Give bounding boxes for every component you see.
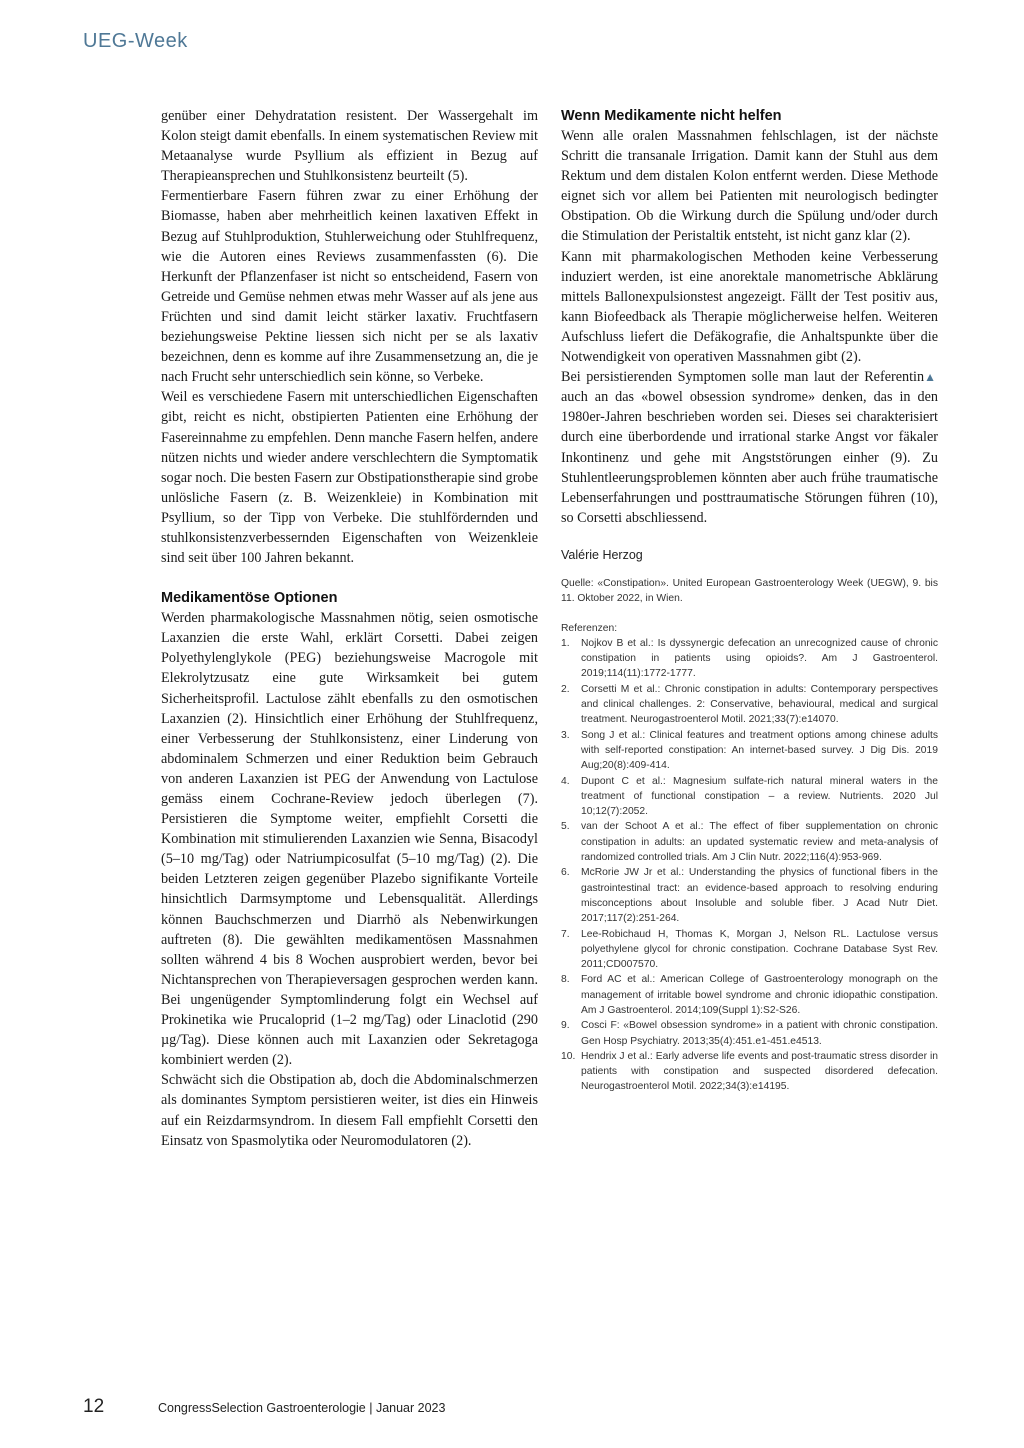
reference-number: 3. [561,729,570,741]
reference-text: Corsetti M et al.: Chronic constipation in adults: Contemporary perspectives and clinical challenges. 2: Conservative, behavioural, medical and surgical treatment. Neurogastroenterol Motil. 2021;33(7):e14070. [581,683,938,726]
paragraph: Kann mit pharmakologischen Methoden keine Verbesserung induziert werden, ist eine anorektale manometrische Abklärung mittels Ballonexpulsionstest angezeigt. Fällt der Test positiv aus, kann Biofeedback als Therapie möglicherweise helfen. Weiteren Aufschluss liefert die Defäkografie, die Anhaltspunkte über die Notwendigkeit von operativen Massnahmen gibt (2). [561,248,938,366]
reference-text: Ford AC et al.: American College of Gastroenterology monograph on the management of irritable bowel syndrome and chronic idiopathic constipation. Am J Gastroenterol. 2014;109(Suppl 1):S2-S26. [581,974,938,1016]
reference-item [561,865,938,926]
running-head: UEG-Week [83,30,188,52]
reference-number: 5. [561,821,570,833]
right-column [561,106,938,1095]
reference-number: 4. [561,775,570,787]
reference-number: 1. [561,637,570,649]
reference-text: van der Schoot A et al.: The effect of fiber supplementation on chronic constipation in adults: an updated systematic review and meta-analysis of randomized controlled trials. Am J Clin Nutr. 2022;116(4):953-969. [581,821,938,864]
reference-number: 7. [561,928,570,940]
reference-text: Hendrix J et al.: Early adverse life events and post-traumatic stress disorder in patients with constipation and suspected disordered defecation. Neurogastroenterol Motil. 2022;34(3):e14195. [581,1050,938,1093]
reference-text: Song J et al.: Clinical features and treatment options among chinese adults with self-reported constipation: An internet-based survey. J Dig Dis. 2019 Aug;20(8):409-414. [581,729,938,772]
page-number: 12 [83,1396,105,1417]
paragraph [561,367,938,528]
reference-number: 10. [561,1050,576,1062]
references-title: Referenzen: [561,622,618,634]
reference-item [561,972,938,1018]
paragraph: Schwächt sich die Obstipation ab, doch die Abdominalschmerzen als dominantes Symptom persistieren weiter, ist dies ein Hinweis auf ein Reizdarmsyndrom. In diesem Fall empfiehlt Corsetti den Einsatz von Spasmolytika oder Neuromodulatoren (2). [161,1072,538,1149]
reference-text: Dupont C et al.: Magnesium sulfate-rich natural mineral waters in the treatment of functional constipation – a review. Nutrients. 2020 Jul 10;12(7):2052. [581,775,938,818]
reference-item [561,774,938,820]
end-triangle-icon: ▲ [924,370,936,385]
reference-number: 8. [561,974,570,986]
reference-item [561,1018,938,1049]
reference-item [561,1049,938,1095]
section-heading: Wenn Medikamente nicht helfen [561,108,782,124]
paragraph: Fermentierbare Fasern führen zwar zu einer Erhöhung der Biomasse, haben aber mehrheitlich keinen laxativen Effekt in Bezug auf Stuhlproduktion, Stuhlerweichung oder Stuhlfrequenz, wie die Autoren eines Reviews zusammenfassten (6). Die Herkunft der Pflanzenfaser ist nicht so entscheidend, Fasern von Getreide und Gemüse nehmen etwas mehr Wasser auf als jene aus Früchten und sind damit leicht stärker laxativ. Fruchtfasern beziehungsweise Pektine liessen sich nicht per se als laxativ bezeichnen, denn es komme auf ihre Zusammensetzung an, die je nach Frucht sehr unterschiedlich sein könne, so Verbeke. [161,188,538,386]
reference-item [561,636,938,682]
right-body [561,106,938,528]
author-name: Valérie Herzog [561,547,643,562]
paragraph-text: Bei persistierenden Symptomen solle man laut der Referentin auch an das «bowel obsession syndrome» denken, das in den 1980er-Jahren beschrieben worden sei. Dieses sei charakterisiert durch eine überbordende und irrational starke Angst vor fäkaler Inkontinenz und gehe mit Angststörungen einher (9). Zu Stuhlentleerungsproblemen könnten aber auch frühe traumatische Lebenserfahrungen und posttraumatische Störungen führen (10), so Corsetti abschliessend. [561,369,938,526]
reference-item [561,927,938,973]
source-note: Quelle: «Constipation». United European Gastroenterology Week (UEGW), 9. bis 11. Oktober 2022, in Wien. [561,577,938,605]
reference-text: Nojkov B et al.: Is dyssynergic defecation an unrecognized cause of chronic constipation in patients using opioids?. Am J Gastroenterol. 2019;114(11):1772-1777. [581,637,938,680]
journal-info: CongressSelection Gastroenterologie | Januar 2023 [158,1401,446,1415]
paragraph: genüber einer Dehydratation resistent. Der Wassergehalt im Kolon steigt damit ebenfalls. In einem systematischen Review mit Metaanalyse wurde Psyllium als effizient in Bezug auf Therapieansprechen und Stuhlkonsistenz beurteilt (5). [161,108,538,185]
section-heading: Medikamentöse Optionen [161,590,338,607]
page-footer [83,1396,445,1418]
reference-number: 6. [561,867,570,879]
references-list [561,636,938,1095]
reference-text: Lee-Robichaud H, Thomas K, Morgan J, Nelson RL. Lactulose versus polyethylene glycol for chronic constipation. Cochrane Database Syst Rev. 2011;CD007570. [581,928,938,971]
reference-item [561,819,938,865]
reference-item [561,682,938,728]
paragraph: Weil es verschiedene Fasern mit unterschiedlichen Eigenschaften gibt, reicht es nicht, obstipierten Patienten eine Erhöhung der Fasereinnahme zu empfehlen. Denn manche Fasern helfen, andere nützen nichts und wieder andere verschlechtern die Symptomatik sogar noch. Die besten Fasern zur Obstipationstherapie sind grobe unlösliche Fasern (z. B. Weizenkleie) in Kombination mit Psyllium, so der Tipp von Verbeke. Die stuhlfördernden und stuhlkonsistenzverbessernden Eigenschaften von Weizenkleie sind seit über 100 Jahren bekannt. [161,389,538,567]
reference-text: McRorie JW Jr et al.: Understanding the physics of functional fibers in the gastrointestinal tract: an evidence-based approach to resolving enduring misconceptions about Insoluble and soluble fiber. J Acad Nutr Diet. 2017;117(2):251-264. [581,867,938,925]
reference-text: Cosci F: «Bowel obsession syndrome» in a patient with chronic constipation. Gen Hosp Psychiatry. 2013;35(4):451.e1-451.e4513. [581,1020,938,1047]
reference-number: 2. [561,683,570,695]
reference-item [561,728,938,774]
paragraph: Wenn alle oralen Massnahmen fehlschlagen, ist der nächste Schritt die transanale Irrigation. Damit kann der Stuhl aus dem Rektum und dem distalen Kolon entfernt werden. Diese Methode eignet sich vor allem bei Patienten mit neurologisch bedingter Obstipation. Ob die Wirkung durch die Spülung und/oder durch die Stimulation der Peristaltik entsteht, ist nicht ganz klar (2). [561,128,938,245]
paragraph: Werden pharmakologische Massnahmen nötig, seien osmotische Laxanzien die erste Wahl, erklärt Corsetti. Dabei zeigen Polyethylenglykole (PEG) beziehungsweise Macrogole mit Elekrolytzusatz eine gute Wirksamkeit bei gutem Sicherheitsprofil. Lactulose zählt ebenfalls zu den osmotischen Laxanzien (2). Hinsichtlich einer Erhöhung der Stuhlfrequenz, einer Verbesserung der Stuhlkonsistenz, einer Linderung von abdominalem Schmerzen und einer Reduktion beim Gebrauch von anderen Laxanzien ist PEG der Anwendung von Lactulose gemäss einem Cochrane-Review jedoch überlegen (7). Persistieren die Symptome weiter, empfiehlt Corsetti die Kombination mit stimulierenden Laxanzien wie Senna, Bisacodyl (5–10 mg/Tag) oder Natriumpicosulfat (5–10 mg/Tag) (2). Die beiden Letzteren zeigen gegenüber Plazebo signifikante Vorteile hinsichtlich Darmsymptome und Lebensqualität. Allerdings können Bauchschmerzen und Diarrhö als Nebenwirkungen auftreten (8). Die gewählten medikamentösen Massnahmen sollten während 4 bis 8 Wochen ausprobiert werden, bevor bei Nichtansprechen von Therapieversagen gesprochen werden kann. Bei ungenügender Symptomlinderung folgt ein Wechsel auf Prokinetika wie Prucaloprid (1–2 mg/Tag) oder Linaclotid (290 µg/Tag). Diese können auch mit Laxanzien oder Sekretagoga kombiniert werden (2). [161,610,538,1069]
left-column [161,106,538,1151]
reference-number: 9. [561,1020,570,1032]
